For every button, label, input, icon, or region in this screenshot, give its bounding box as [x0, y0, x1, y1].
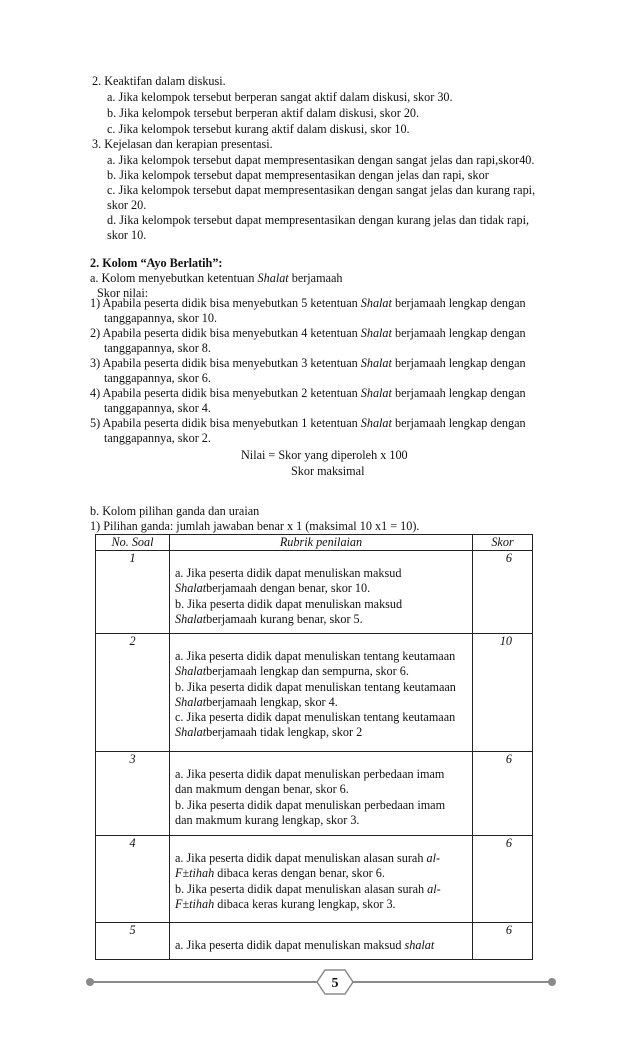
subsection-a-heading: a. Kolom menyebutkan ketentuan Shalat berjamaah — [90, 271, 343, 285]
scoring-item: 1) Apabila peserta didik bisa menyebutkan 5 ketentuan Shalat berjamaah lengkap dengan — [90, 296, 526, 310]
rubric-line: c. Jika peserta didik dapat menuliskan tentang keutamaan — [175, 710, 456, 725]
header-skor: Skor — [473, 535, 533, 551]
scoring-item-cont: tanggapannya, skor 4. — [104, 401, 211, 415]
cell-no-soal: 1 — [96, 551, 170, 634]
score-label: Skor nilai: — [97, 286, 149, 300]
rubric-line: dan makmum dengan benar, skor 6. — [175, 782, 349, 797]
table-row — [96, 752, 533, 836]
cell-skor: 10 — [473, 634, 533, 752]
cell-rubrik — [170, 551, 473, 634]
rubric-line: b. Jika peserta didik dapat menuliskan maksud — [175, 596, 403, 611]
rubric-line: Shalatberjamaah dengan benar, skor 10. — [175, 581, 371, 596]
criterion-3d: d. Jika kelompok tersebut dapat mempresentasikan dengan kurang jelas dan tidak rapi, — [107, 213, 530, 227]
rubric-line: b. Jika peserta didik dapat menuliskan tentang keutamaan — [175, 679, 456, 694]
criterion-2a: a. Jika kelompok tersebut berperan sangat aktif dalam diskusi, skor 30. — [107, 90, 453, 104]
footer-line-left — [92, 981, 320, 983]
cell-skor: 6 — [473, 551, 533, 634]
criterion-2-heading: 2. Keaktifan dalam diskusi. — [92, 74, 226, 88]
cell-rubrik — [170, 923, 473, 960]
cell-no-soal: 2 — [96, 634, 170, 752]
table-row — [96, 634, 533, 752]
cell-rubrik — [170, 752, 473, 836]
criterion-3d-cont: skor 10. — [107, 228, 147, 242]
scoring-item: 2) Apabila peserta didik bisa menyebutkan 4 ketentuan Shalat berjamaah lengkap dengan — [90, 326, 526, 340]
rubric-line: b. Jika peserta didik dapat menuliskan alasan surah al- — [175, 881, 441, 896]
rubric-line: Shalatberjamaah tidak lengkap, skor 2 — [175, 725, 363, 740]
rubric-line: b. Jika peserta didik dapat menuliskan perbedaan imam — [175, 797, 446, 812]
criterion-3c: c. Jika kelompok tersebut dapat mempresentasikan dengan sangat jelas dan kurang rapi, — [107, 183, 536, 197]
table-row — [96, 551, 533, 634]
rubric-line: a. Jika peserta didik dapat menuliskan maksud shalat — [175, 938, 435, 953]
table-row — [96, 836, 533, 923]
criterion-3a: a. Jika kelompok tersebut dapat mempresentasikan dengan sangat jelas dan rapi,skor40. — [107, 153, 535, 167]
formula-numerator: Nilai = Skor yang diperoleh x 100 — [241, 448, 408, 462]
scoring-item-cont: tanggapannya, skor 6. — [104, 371, 211, 385]
header-rubrik: Rubrik penilaian — [170, 535, 473, 551]
criterion-2c: c. Jika kelompok tersebut kurang aktif dalam diskusi, skor 10. — [107, 122, 410, 136]
footer-line-right — [350, 981, 550, 983]
scoring-item: 5) Apabila peserta didik bisa menyebutkan 1 ketentuan Shalat berjamaah lengkap dengan — [90, 416, 526, 430]
rubric-line: F±tihah dibaca keras dengan benar, skor 6. — [175, 866, 385, 881]
page-number: 5 — [331, 976, 339, 991]
multiple-choice-rule: 1) Pilihan ganda: jumlah jawaban benar x 1 (maksimal 10 x1 = 10). — [90, 519, 420, 533]
table-header-row — [96, 535, 533, 551]
scoring-item-cont: tanggapannya, skor 2. — [104, 431, 211, 445]
cell-skor: 6 — [473, 836, 533, 923]
rubric-line: Shalatberjamaah lengkap, skor 4. — [175, 694, 338, 709]
rubric-line: a. Jika peserta didik dapat menuliskan maksud — [175, 566, 402, 581]
rubric-line: dan makmum kurang lengkap, skor 3. — [175, 812, 360, 827]
criterion-3c-cont: skor 20. — [107, 198, 147, 212]
cell-no-soal: 3 — [96, 752, 170, 836]
page-number-badge — [315, 967, 355, 997]
rubric-table — [95, 534, 533, 960]
cell-no-soal: 4 — [96, 836, 170, 923]
rubric-line: a. Jika peserta didik dapat menuliskan perbedaan imam — [175, 767, 445, 782]
cell-rubrik — [170, 634, 473, 752]
rubric-line: Shalatberjamaah lengkap dan sempurna, skor 6. — [175, 664, 409, 679]
cell-skor: 6 — [473, 752, 533, 836]
rubric-line: F±tihah dibaca keras kurang lengkap, skor 3. — [175, 896, 396, 911]
table-row — [96, 923, 533, 960]
rubric-line: a. Jika peserta didik dapat menuliskan tentang keutamaan — [175, 649, 456, 664]
cell-skor: 6 — [473, 923, 533, 960]
rubric-line: a. Jika peserta didik dapat menuliskan alasan surah al- — [175, 851, 441, 866]
cell-rubrik — [170, 836, 473, 923]
footer-dot-right — [548, 978, 556, 986]
scoring-item-cont: tanggapannya, skor 8. — [104, 341, 211, 355]
criterion-3b: b. Jika kelompok tersebut dapat mempresentasikan dengan jelas dan rapi, skor — [107, 168, 489, 182]
subsection-b-heading: b. Kolom pilihan ganda dan uraian — [90, 504, 260, 518]
scoring-item: 4) Apabila peserta didik bisa menyebutkan 2 ketentuan Shalat berjamaah lengkap dengan — [90, 386, 526, 400]
scoring-item: 3) Apabila peserta didik bisa menyebutkan 3 ketentuan Shalat berjamaah lengkap dengan — [90, 356, 526, 370]
rubric-line: Shalatberjamaah kurang benar, skor 5. — [175, 611, 363, 626]
formula-denominator: Skor maksimal — [291, 464, 365, 478]
criterion-3-heading: 3. Kejelasan dan kerapian presentasi. — [92, 137, 273, 151]
cell-no-soal: 5 — [96, 923, 170, 960]
criterion-2b: b. Jika kelompok tersebut berperan aktif dalam diskusi, skor 20. — [107, 106, 420, 120]
section-heading: 2. Kolom “Ayo Berlatih”: — [90, 256, 223, 270]
header-no-soal: No. Soal — [96, 535, 170, 551]
scoring-item-cont: tanggapannya, skor 10. — [104, 311, 218, 325]
